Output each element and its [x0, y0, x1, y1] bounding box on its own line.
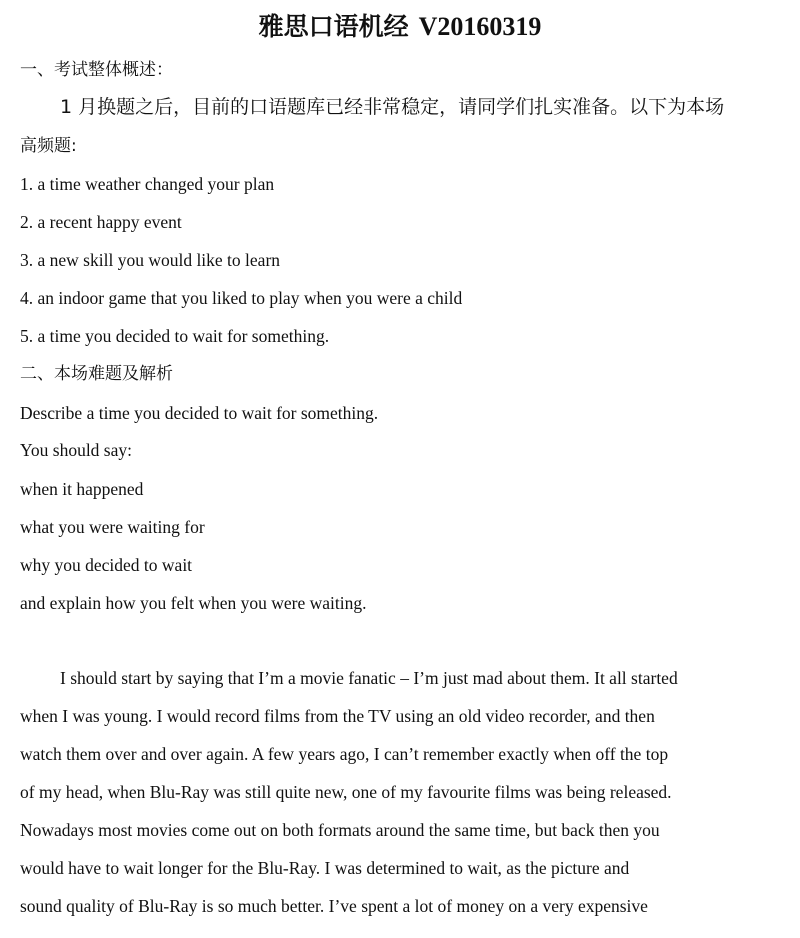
- topic-item: 5. a time you decided to wait for something.: [20, 326, 330, 346]
- topic-item: 4. an indoor game that you liked to play when you were a child: [20, 288, 463, 308]
- answer-line: would have to wait longer for the Blu-Ray. I was determined to wait, as the picture and: [20, 858, 630, 878]
- cue-card-line: and explain how you felt when you were waiting.: [20, 593, 367, 613]
- section1-intro-line2: 高频题:: [20, 136, 77, 156]
- title-code: V20160319: [418, 12, 542, 41]
- topic-item: 1. a time weather changed your plan: [20, 174, 275, 194]
- answer-paragraph: [20, 659, 780, 925]
- topic-item: 3. a new skill you would like to learn: [20, 250, 281, 270]
- cue-card-line: Describe a time you decided to wait for something.: [20, 403, 379, 423]
- cue-card-line: why you decided to wait: [20, 555, 193, 575]
- cue-card-line: when it happened: [20, 479, 144, 499]
- answer-line: Nowadays most movies come out on both formats around the same time, but back then you: [20, 820, 660, 840]
- answer-line: I should start by saying that I’m a movie fanatic – I’m just mad about them. It all started: [60, 668, 678, 688]
- title-text: 雅思口语机经: [258, 12, 409, 41]
- topic-item: 2. a recent happy event: [20, 212, 182, 232]
- section2-heading: 二、本场难题及解析: [20, 364, 173, 384]
- cue-card-line: what you were waiting for: [20, 517, 205, 537]
- answer-line: watch them over and over again. A few years ago, I can’t remember exactly when off the top: [20, 744, 669, 764]
- section1-heading: 一、考试整体概述：: [20, 60, 173, 80]
- answer-line: sound quality of Blu-Ray is so much better. I’ve spent a lot of money on a very expensive: [20, 896, 648, 916]
- answer-line: of my head, when Blu-Ray was still quite new, one of my favourite films was being released.: [20, 782, 672, 802]
- document-title: [0, 8, 800, 46]
- section1-intro-line1: 1 月换题之后，目前的口语题库已经非常稳定，请同学们扎实准备。以下为本场: [60, 96, 725, 118]
- answer-line: when I was young. I would record films from the TV using an old video recorder, and then: [20, 706, 655, 726]
- cue-card-line: You should say:: [20, 440, 132, 460]
